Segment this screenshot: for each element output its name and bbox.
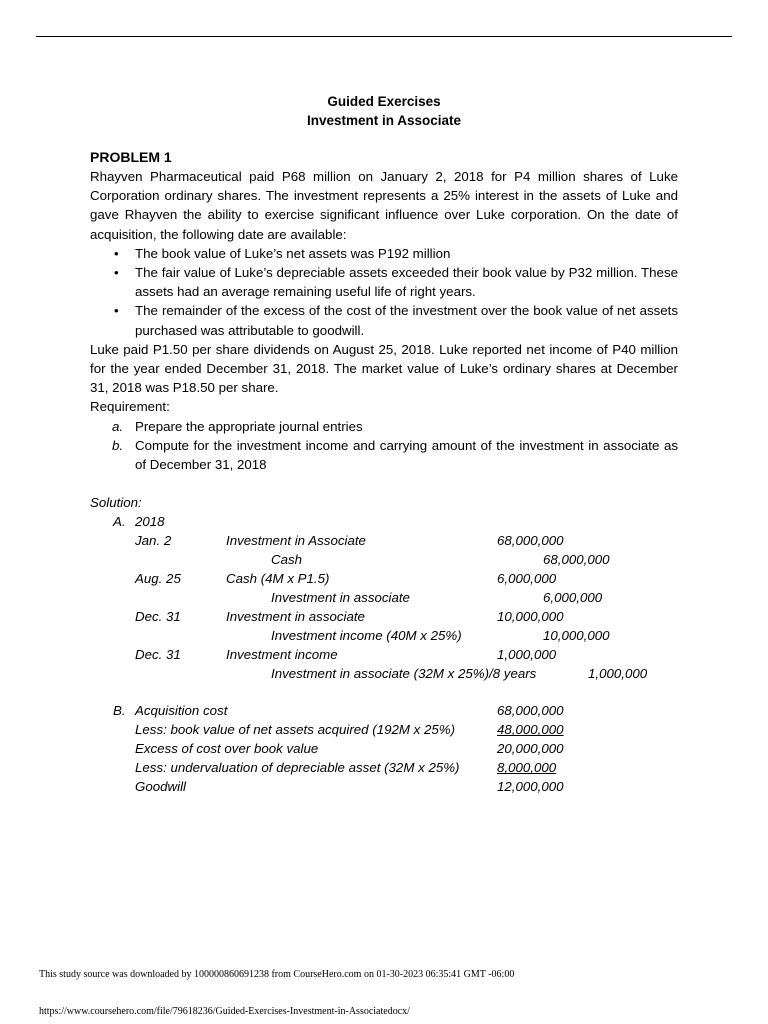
entry-account: Investment in associate <box>271 590 410 606</box>
computation-amount: 68,000,000 <box>497 703 564 719</box>
bullet-icon: • <box>114 265 119 281</box>
entry-debit: 1,000,000 <box>497 647 557 663</box>
computation-amount: 8,000,000 <box>497 760 557 776</box>
entry-date: Aug. 25 <box>135 571 181 587</box>
fact-item <box>90 301 678 339</box>
part-b-marker: B. <box>113 703 126 719</box>
entry-account: Cash <box>271 552 303 568</box>
computation-row <box>90 701 678 720</box>
journal-row <box>90 607 678 626</box>
part-a-year: 2018 <box>135 514 165 530</box>
header-rule <box>36 36 732 37</box>
computation-amount: 48,000,000 <box>497 722 564 738</box>
requirement-label: Requirement: <box>90 399 170 415</box>
solution-label: Solution: <box>90 495 142 511</box>
computation-row <box>90 758 678 777</box>
fact-text: The remainder of the excess of the cost of the investment over the book value of net assets purchased was attributable to goodwill. <box>135 303 678 338</box>
fact-item <box>90 244 678 263</box>
computation-row <box>90 739 678 758</box>
entry-date: Dec. 31 <box>135 609 181 625</box>
facts-list <box>90 244 678 340</box>
document-subtitle: Investment in Associate <box>306 113 462 128</box>
bullet-icon: • <box>114 245 119 261</box>
journal-row <box>90 550 678 569</box>
requirement-item <box>90 436 678 474</box>
entry-credit: 6,000,000 <box>543 590 603 606</box>
problem-intro: Rhayven Pharmaceutical paid P68 million on January 2, 2018 for P4 million shares of Luke Corporation ordinary shares. The investment represents a 25% interest in the assets of Luke and gave Rhayven the ability to exercise significant influence over Luke corporation. On the date of acquisition, the following date are available: <box>90 169 678 242</box>
computation-row <box>90 720 678 739</box>
computation-label: Less: undervaluation of depreciable asset (32M x 25%) <box>135 760 460 776</box>
journal-row <box>90 645 678 664</box>
requirement-text: Prepare the appropriate journal entries <box>135 418 363 434</box>
entry-debit: 68,000,000 <box>497 533 564 549</box>
entry-account: Investment in associate (32M x 25%)/8 years <box>271 666 537 682</box>
journal-row <box>90 588 678 607</box>
source-url[interactable]: https://www.coursehero.com/file/79618236/Guided-Exercises-Investment-in-Associatedocx/ <box>39 1006 410 1017</box>
computation-amount: 20,000,000 <box>497 741 564 757</box>
entry-credit: 68,000,000 <box>543 552 610 568</box>
journal-entries <box>90 531 678 683</box>
entry-credit: 1,000,000 <box>588 666 648 682</box>
computation-label: Excess of cost over book value <box>135 741 319 757</box>
computation-label: Acquisition cost <box>135 703 228 719</box>
entry-debit: 10,000,000 <box>497 609 564 625</box>
document-body <box>90 92 678 796</box>
computation-label: Less: book value of net assets acquired (192M x 25%) <box>135 722 456 738</box>
entry-account: Investment income (40M x 25%) <box>271 628 462 644</box>
entry-date: Dec. 31 <box>135 647 181 663</box>
part-a-header <box>90 512 678 531</box>
entry-account: Investment income <box>226 647 338 663</box>
entry-account: Cash (4M x P1.5) <box>226 571 330 587</box>
computation-row <box>90 777 678 796</box>
fact-text: The fair value of Luke’s depreciable assets exceeded their book value by P32 million. These assets had an average remaining useful life of right years. <box>135 265 678 300</box>
fact-item <box>90 263 678 301</box>
journal-row <box>90 569 678 588</box>
computation-amount: 12,000,000 <box>497 779 564 795</box>
entry-debit: 6,000,000 <box>497 571 557 587</box>
requirement-marker: a. <box>112 418 124 434</box>
entry-account: Investment in associate <box>226 609 365 625</box>
download-notice: This study source was downloaded by 100000860691238 from CourseHero.com on 01-30-2023 06:35:41 GMT -06:00 <box>39 969 515 980</box>
entry-date: Jan. 2 <box>135 533 172 549</box>
requirement-text: Compute for the investment income and carrying amount of the investment in associate as of December 31, 2018 <box>135 437 678 473</box>
bullet-icon: • <box>114 303 119 319</box>
fact-text: The book value of Luke’s net assets was P192 million <box>135 245 451 261</box>
requirement-item <box>90 417 678 436</box>
requirements-list <box>90 417 678 475</box>
goodwill-computation <box>90 701 678 796</box>
journal-row <box>90 531 678 550</box>
problem-paragraph-2: Luke paid P1.50 per share dividends on August 25, 2018. Luke reported net income of P40 million for the year ended December 31, 2018. The market value of Luke’s ordinary shares at December 31, 2018 was P18.50 per share. <box>90 341 678 396</box>
entry-account: Investment in Associate <box>226 533 366 549</box>
problem-heading: PROBLEM 1 <box>90 149 172 165</box>
part-a-marker: A. <box>113 514 126 530</box>
journal-row <box>90 626 678 645</box>
computation-label: Goodwill <box>135 779 186 795</box>
requirement-marker: b. <box>112 437 124 453</box>
entry-credit: 10,000,000 <box>543 628 610 644</box>
document-title: Guided Exercises <box>327 94 441 109</box>
journal-row <box>90 664 678 683</box>
